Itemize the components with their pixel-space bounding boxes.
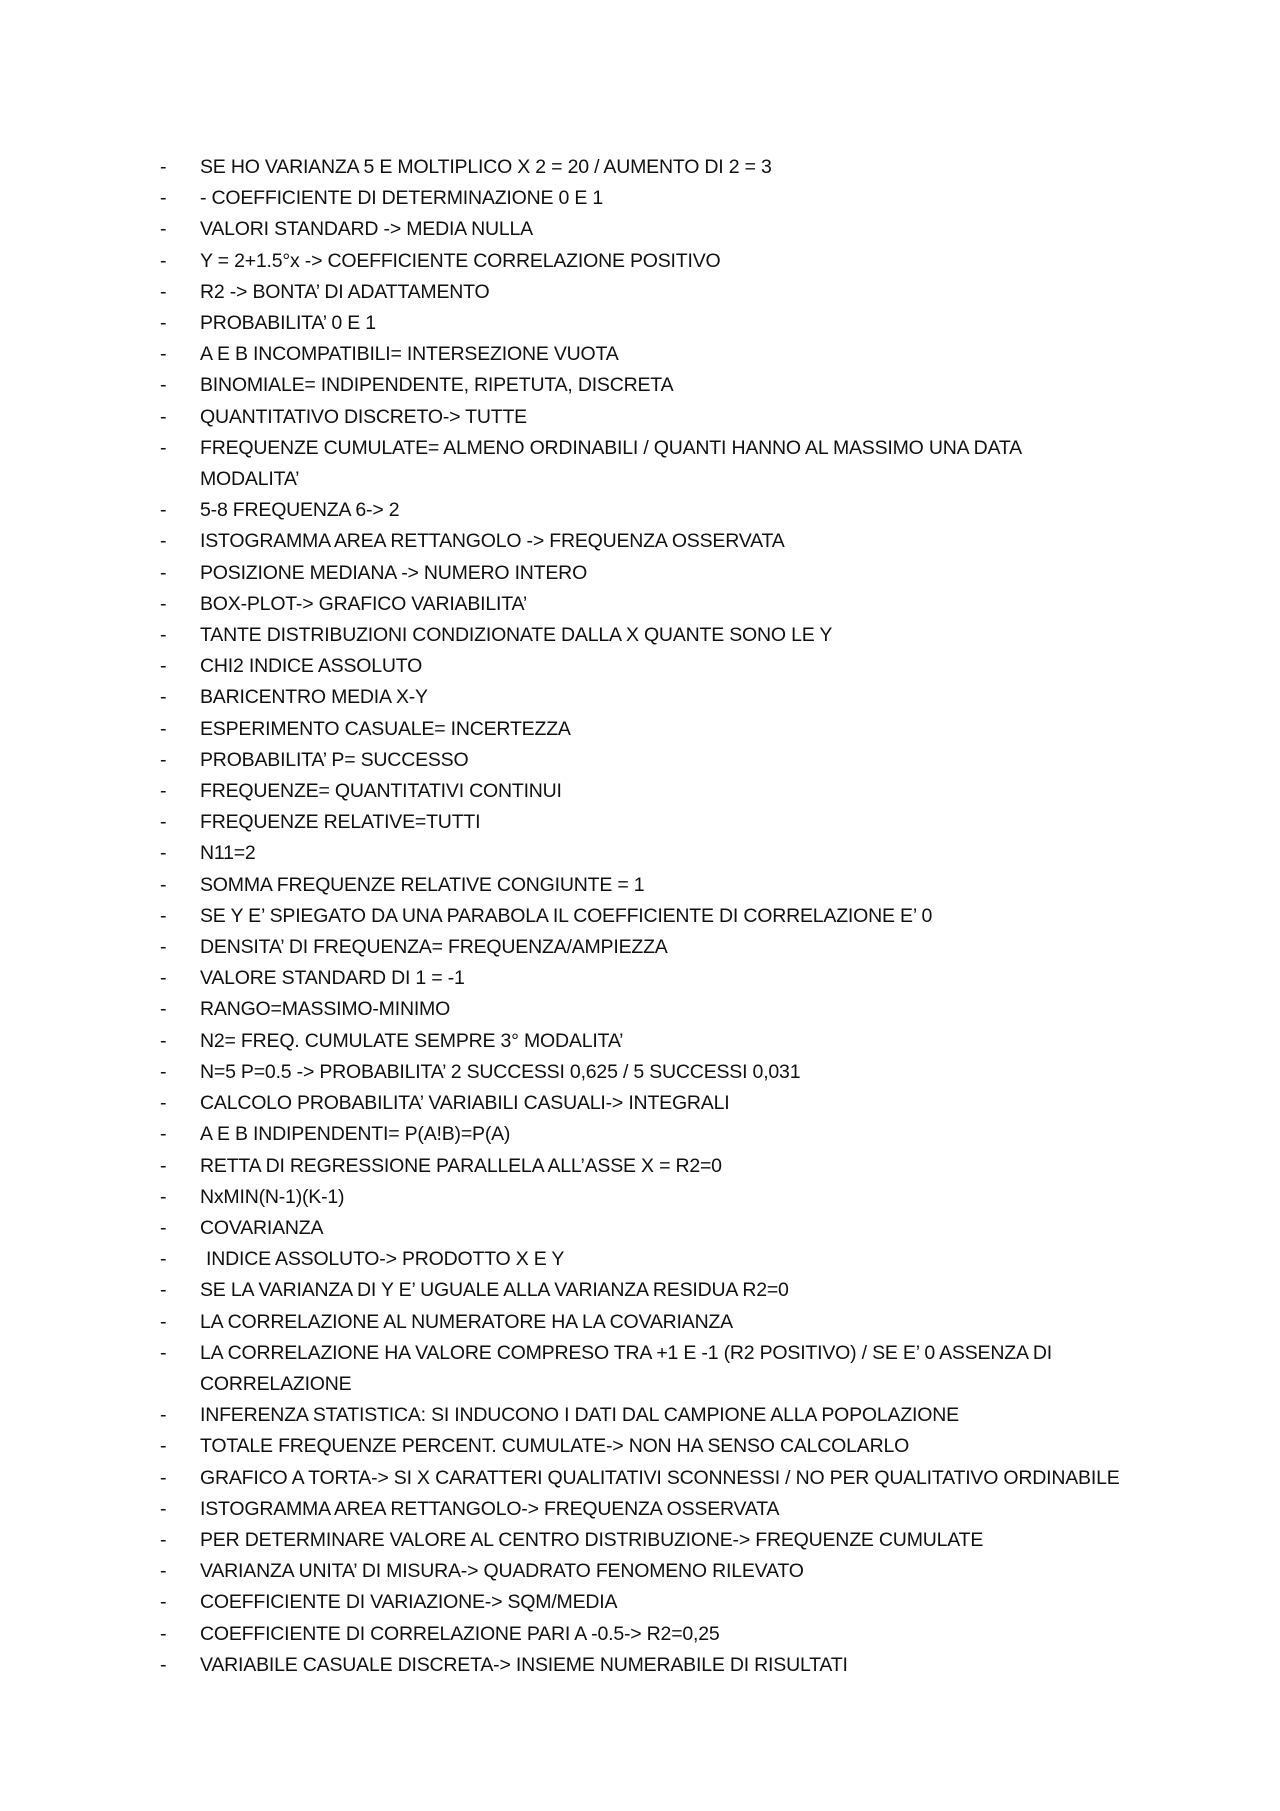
list-item-text: SOMMA FREQUENZE RELATIVE CONGIUNTE = 1 [200,873,645,896]
bullet-dash: - [160,436,167,459]
bullet-dash: - [160,1185,167,1208]
list-item-text: SE HO VARIANZA 5 E MOLTIPLICO X 2 = 20 / AUMENTO DI 2 = 3 [200,156,772,178]
bullet-dash: - [160,1435,167,1458]
bullet-dash: - [160,1653,167,1676]
bullet-dash: - [160,748,167,771]
list-item [160,1088,1160,1119]
list-item-text: A E B INCOMPATIBILI= INTERSEZIONE VUOTA [200,343,619,366]
list-item-text: COEFFICIENTE DI CORRELAZIONE PARI A -0.5-> R2=0,25 [200,1622,720,1645]
list-item-text: INDICE ASSOLUTO-> PRODOTTO X E Y [206,1248,565,1271]
list-item [160,1400,1160,1431]
list-item-text: INFERENZA STATISTICA: SI INDUCONO I DATI DAL CAMPIONE ALLA POPOLAZIONE [200,1404,959,1427]
bullet-dash: - [160,1560,167,1583]
list-item-text: Y = 2+1.5°x -> COEFFICIENTE CORRELAZIONE POSITIVO [200,249,721,272]
list-item [160,776,1160,807]
list-item [160,370,1160,401]
list-item-text: LA CORRELAZIONE AL NUMERATORE HA LA COVARIANZA [200,1310,733,1333]
list-item-text: 5-8 FREQUENZA 6-> 2 [200,499,400,522]
list-item [160,1244,1160,1275]
bullet-dash: - [160,374,167,397]
list-item [160,932,1160,963]
list-item [160,620,1160,651]
bullet-dash: - [160,218,167,241]
list-item [160,1275,1160,1306]
bullet-dash: - [160,780,167,803]
list-item [160,277,1160,308]
list-item [160,1338,1160,1400]
bullet-dash: - [160,967,167,990]
bullet-dash: - [160,904,167,927]
list-item-text: ESPERIMENTO CASUALE= INCERTEZZA [200,717,571,740]
bullet-dash: - [160,873,167,896]
list-item [160,1525,1160,1556]
list-item [160,558,1160,589]
list-item [160,152,1160,183]
list-item [160,495,1160,526]
bullet-dash: - [160,530,167,553]
list-item-text: PER DETERMINARE VALORE AL CENTRO DISTRIBUZIONE-> FREQUENZE CUMULATE [200,1528,984,1551]
list-item [160,433,1160,495]
list-item-text: VALORI STANDARD -> MEDIA NULLA [200,218,533,241]
list-item-text: TOTALE FREQUENZE PERCENT. CUMULATE-> NON HA SENSO CALCOLARLO [200,1435,910,1458]
bullet-dash: - [160,312,167,335]
bullet-dash: - [160,343,167,366]
list-item [160,682,1160,713]
list-item-text: GRAFICO A TORTA-> SI X CARATTERI QUALITATIVI SCONNESSI / NO PER QUALITATIVO ORDINABILE [200,1466,1120,1489]
bullet-dash: - [160,1279,167,1302]
list-item [160,1213,1160,1244]
list-item [160,1619,1160,1650]
notes-list [160,152,1160,1681]
bullet-dash: - [160,998,167,1021]
list-item [160,807,1160,838]
list-item [160,1650,1160,1681]
list-item-text: QUANTITATIVO DISCRETO-> TUTTE [200,405,527,428]
bullet-dash: - [160,187,167,210]
list-item-text: CHI2 INDICE ASSOLUTO [200,655,423,678]
bullet-dash: - [160,280,167,303]
bullet-dash: - [160,592,167,615]
bullet-dash: - [160,1060,167,1083]
bullet-dash: - [160,405,167,428]
list-item [160,1431,1160,1462]
list-item-text: BINOMIALE= INDIPENDENTE, RIPETUTA, DISCRETA [200,374,674,397]
bullet-dash: - [160,624,167,647]
bullet-dash: - [160,1029,167,1052]
list-item-text: SE Y E’ SPIEGATO DA UNA PARABOLA IL COEFFICIENTE DI CORRELAZIONE E’ 0 [200,904,933,927]
list-item-text: ISTOGRAMMA AREA RETTANGOLO-> FREQUENZA OSSERVATA [200,1497,780,1520]
bullet-dash: - [160,655,167,678]
list-item-text: TANTE DISTRIBUZIONI CONDIZIONATE DALLA X QUANTE SONO LE Y [200,624,833,647]
list-item-text: ISTOGRAMMA AREA RETTANGOLO -> FREQUENZA OSSERVATA [200,530,785,553]
bullet-dash: - [160,1497,167,1520]
list-item-text: - COEFFICIENTE DI DETERMINAZIONE 0 E 1 [200,187,604,210]
list-item [160,1463,1160,1494]
bullet-dash: - [160,1591,167,1614]
list-item-text: COVARIANZA [200,1216,324,1239]
bullet-dash: - [160,936,167,959]
list-item [160,1151,1160,1182]
list-item [160,339,1160,370]
list-item-text: A E B INDIPENDENTI= P(A!B)=P(A) [200,1123,511,1146]
list-item-text: RANGO=MASSIMO-MINIMO [200,998,451,1021]
list-item [160,1587,1160,1618]
list-item-text: RETTA DI REGRESSIONE PARALLELA ALL’ASSE X = R2=0 [200,1154,722,1177]
bullet-dash: - [160,842,167,865]
list-item-text: N2= FREQ. CUMULATE SEMPRE 3° MODALITA’ [200,1029,624,1052]
list-item-text: VARIANZA UNITA’ DI MISURA-> QUADRATO FENOMENO RILEVATO [200,1560,804,1583]
list-item [160,870,1160,901]
list-item [160,1556,1160,1587]
list-item [160,963,1160,994]
list-item [160,714,1160,745]
bullet-dash: - [160,1310,167,1333]
list-item [160,745,1160,776]
bullet-dash: - [160,1622,167,1645]
bullet-dash: - [160,1216,167,1239]
list-item [160,589,1160,620]
list-item [160,1057,1160,1088]
list-item-text: CALCOLO PROBABILITA’ VARIABILI CASUALI-> INTEGRALI [200,1092,730,1115]
list-item [160,1307,1160,1338]
list-item [160,183,1160,214]
list-item-text: FREQUENZE= QUANTITATIVI CONTINUI [200,780,562,803]
bullet-dash: - [160,1528,167,1551]
list-item-text: PROBABILITA’ P= SUCCESSO [200,748,469,771]
list-item-text: VALORE STANDARD DI 1 = -1 [200,967,465,990]
list-item-text: BOX-PLOT-> GRAFICO VARIABILITA’ [200,592,527,615]
list-item-text: POSIZIONE MEDIANA -> NUMERO INTERO [200,561,588,584]
list-item [160,838,1160,869]
list-item [160,308,1160,339]
bullet-dash: - [160,1341,167,1364]
list-item-text: FREQUENZE RELATIVE=TUTTI [200,811,481,834]
bullet-dash: - [160,1123,167,1146]
bullet-dash: - [160,1466,167,1489]
bullet-dash: - [160,156,167,178]
list-item [160,1494,1160,1525]
list-item-text: NxMIN(N-1)(K-1) [200,1185,345,1208]
list-item-text: PROBABILITA’ 0 E 1 [200,312,376,335]
list-item [160,526,1160,557]
list-item-text: BARICENTRO MEDIA X-Y [200,686,428,709]
list-item-text: R2 -> BONTA’ DI ADATTAMENTO [200,280,490,303]
list-item [160,214,1160,245]
list-item [160,1026,1160,1057]
list-item-text: N=5 P=0.5 -> PROBABILITA’ 2 SUCCESSI 0,625 / 5 SUCCESSI 0,031 [200,1060,801,1083]
bullet-dash: - [160,499,167,522]
list-item [160,994,1160,1025]
list-item-text: N11=2 [200,842,256,865]
bullet-dash: - [160,249,167,272]
bullet-dash: - [160,717,167,740]
list-item-text: FREQUENZE CUMULATE= ALMENO ORDINABILI / QUANTI HANNO AL MASSIMO UNA DATA MODALITA’ [200,436,1021,491]
list-item [160,1182,1160,1213]
list-item [160,246,1160,277]
list-item-text: DENSITA’ DI FREQUENZA= FREQUENZA/AMPIEZZA [200,936,668,959]
list-item-text: VARIABILE CASUALE DISCRETA-> INSIEME NUMERABILE DI RISULTATI [200,1653,848,1676]
bullet-dash: - [160,561,167,584]
bullet-dash: - [160,686,167,709]
list-item [160,402,1160,433]
bullet-dash: - [160,1248,167,1271]
bullet-dash: - [160,1154,167,1177]
bullet-dash: - [160,1404,167,1427]
list-item [160,901,1160,932]
bullet-dash: - [160,811,167,834]
list-item-text: LA CORRELAZIONE HA VALORE COMPRESO TRA +1 E -1 (R2 POSITIVO) / SE E’ 0 ASSENZA DI CORRELAZIONE [200,1341,1052,1395]
list-item [160,1119,1160,1150]
bullet-dash: - [160,1092,167,1115]
list-item-text: COEFFICIENTE DI VARIAZIONE-> SQM/MEDIA [200,1591,618,1614]
list-item-text: SE LA VARIANZA DI Y E’ UGUALE ALLA VARIANZA RESIDUA R2=0 [200,1279,789,1302]
list-item [160,651,1160,682]
